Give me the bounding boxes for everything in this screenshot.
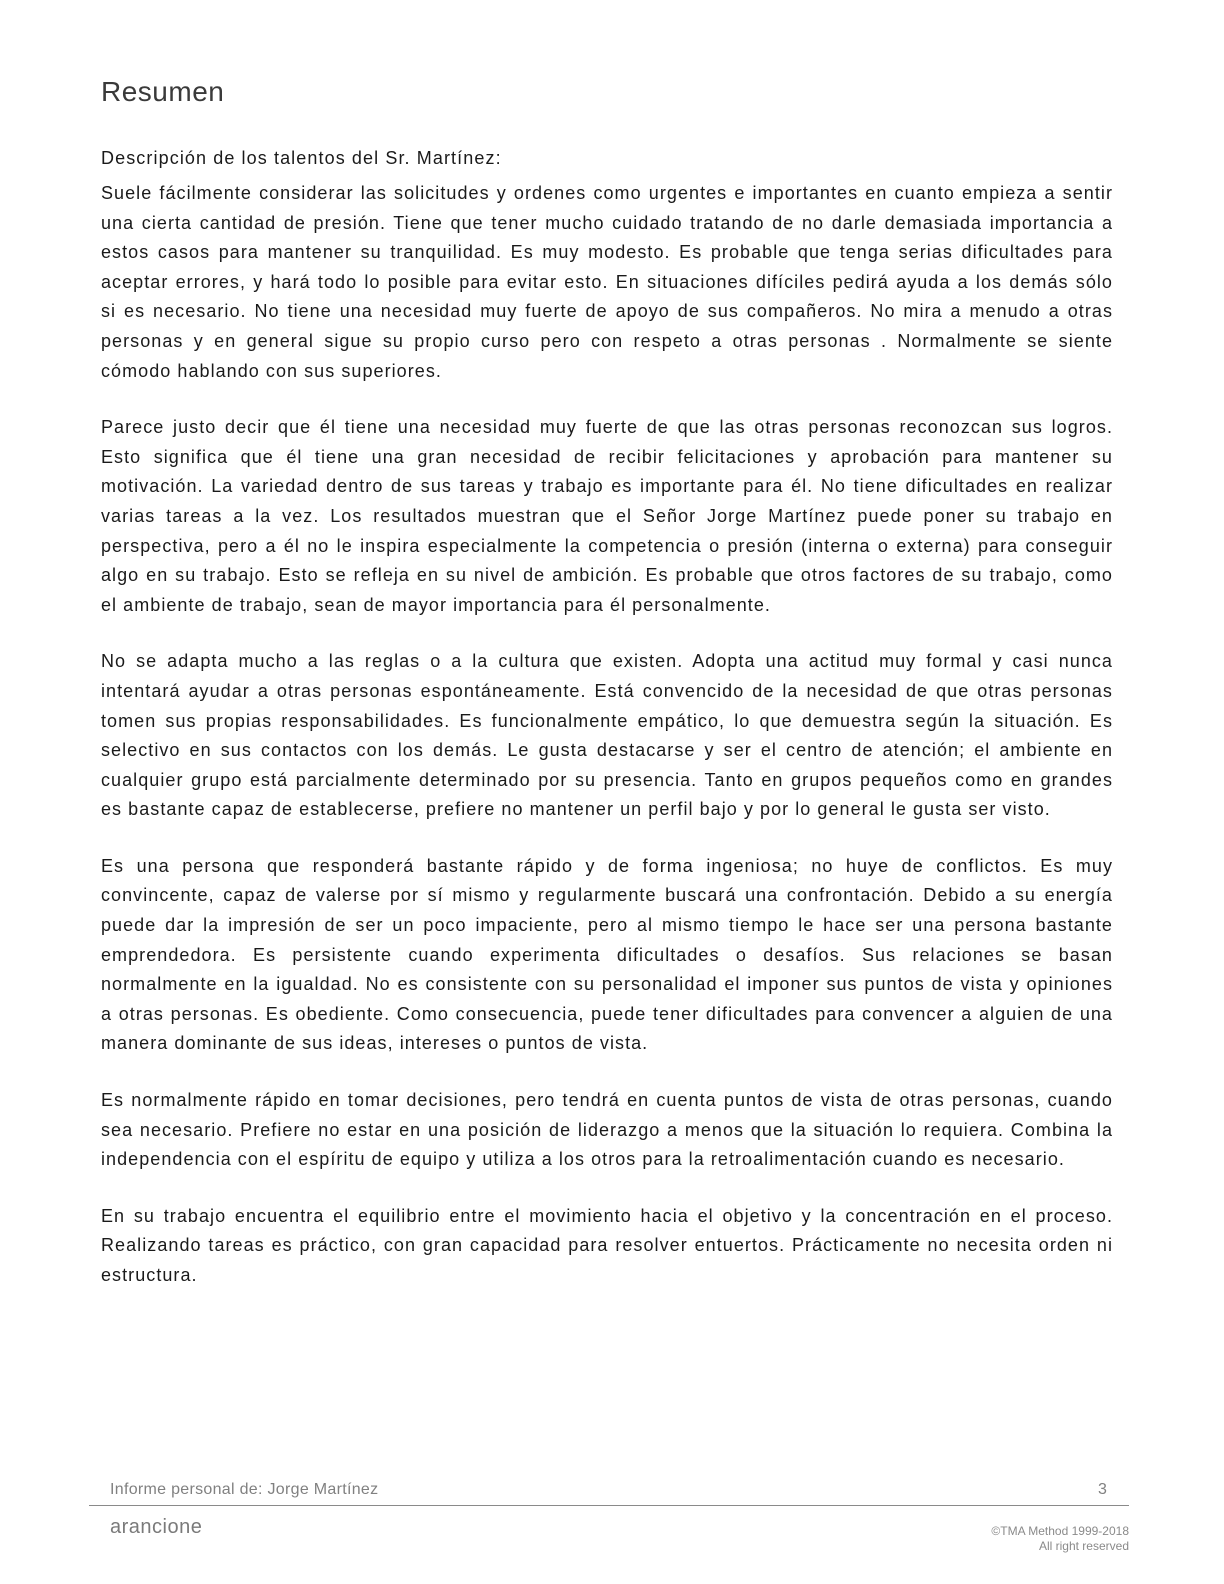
page-number: 3 <box>1098 1481 1107 1498</box>
copyright-line: All right reserved <box>1038 1539 1129 1553</box>
footer-divider <box>89 1505 1129 1506</box>
copyright <box>991 1524 1129 1554</box>
paragraph: Es normalmente rápido en tomar decisiones, pero tendrá en cuenta puntos de vista de otras personas, cuando sea necesario. Prefiere no estar en una posición de liderazgo a menos que la situación lo requiera. Combina la independencia con el espíritu de equipo y utiliza a los otros para la retroalimentación cuando es necesario. <box>101 1090 1113 1170</box>
brand-logo: arancione <box>110 1516 203 1538</box>
footer-report-label: Informe personal de: Jorge Martínez <box>110 1481 379 1498</box>
document-body <box>101 143 1113 1318</box>
paragraph: Suele fácilmente considerar las solicitudes y ordenes como urgentes e importantes en cuanto empieza a sentir una cierta cantidad de presión. Tiene que tener mucho cuidado tratando de no darle demasiada importancia a estos casos para mantener su tranquilidad. Es muy modesto. Es probable que tenga serias dificultades para aceptar errores, y hará todo lo posible para evitar esto. En situaciones difíciles pedirá ayuda a los demás sólo si es necesario. No tiene una necesidad muy fuerte de apoyo de sus compañeros. No mira a menudo a otras personas y en general sigue su propio curso pero con respeto a otras personas . Normalmente se siente cómodo hablando con sus superiores. <box>101 183 1113 381</box>
page-title: Resumen <box>101 76 225 107</box>
copyright-line: ©TMA Method 1999-2018 <box>991 1524 1129 1538</box>
paragraph: Es una persona que responderá bastante rápido y de forma ingeniosa; no huye de conflictos. Es muy convincente, capaz de valerse por sí mismo y regularmente buscará una confrontación. Debido a su energía puede dar la impresión de ser un poco impaciente, pero al mismo tiempo le hace ser una persona bastante emprendedora. Es persistente cuando experimenta dificultades o desafíos. Sus relaciones se basan normalmente en la igualdad. No es consistente con su personalidad el imponer sus puntos de vista y opiniones a otras personas. Es obediente. Como consecuencia, puede tener dificultades para convencer a alguien de una manera dominante de sus ideas, intereses o puntos de vista. <box>101 855 1113 1054</box>
paragraph: En su trabajo encuentra el equilibrio entre el movimiento hacia el objetivo y la concentración en el proceso. Realizando tareas es práctico, con gran capacidad para resolver entuertos. Prácticamente no necesita orden ni estructura. <box>101 1205 1113 1285</box>
intro-line: Descripción de los talentos del Sr. Martínez: <box>101 148 502 168</box>
paragraph: No se adapta mucho a las reglas o a la cultura que existen. Adopta una actitud muy formal y casi nunca intentará ayudar a otras personas espontáneamente. Está convencido de la necesidad de que otras personas tomen sus propias responsabilidades. Es funcionalmente empático, lo que demuestra según la situación. Es selectivo en sus contactos con los demás. Le gusta destacarse y ser el centro de atención; el ambiente en cualquier grupo está parcialmente determinado por su presencia. Tanto en grupos pequeños como en grandes es bastante capaz de establecerse, prefiere no mantener un perfil bajo y por lo general le gusta ser visto. <box>101 651 1113 820</box>
paragraph: Parece justo decir que él tiene una necesidad muy fuerte de que las otras personas reconozcan sus logros. Esto significa que él tiene una gran necesidad de recibir felicitaciones y aprobación para mantener su motivación. La variedad dentro de sus tareas y trabajo es importante para él. No tiene dificultades en realizar varias tareas a la vez. Los resultados muestran que el Señor Jorge Martínez puede poner su trabajo en perspectiva, pero a él no le inspira especialmente la competencia o presión (interna o externa) para conseguir algo en su trabajo. Esto se refleja en su nivel de ambición. Es probable que otros factores de su trabajo, como el ambiente de trabajo, sean de mayor importancia para él personalmente. <box>101 417 1113 615</box>
